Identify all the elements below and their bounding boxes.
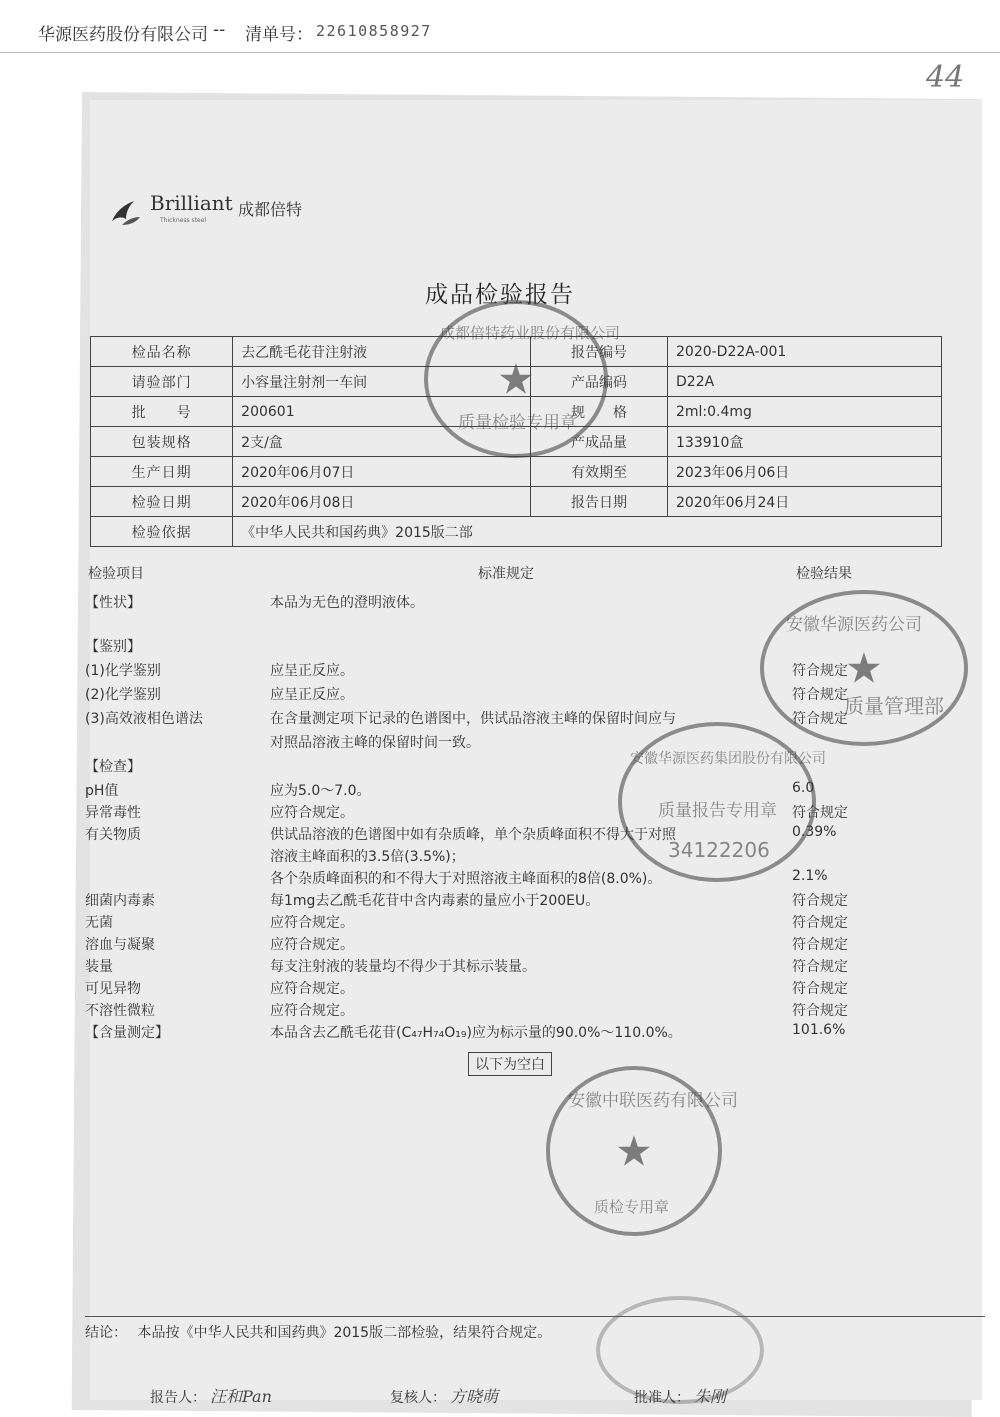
item-standard: 应符合规定。: [270, 937, 354, 953]
info-value: 133910盒: [668, 427, 942, 457]
info-label: 报告编号: [531, 337, 668, 367]
item-name: pH值: [85, 783, 119, 799]
stamp-star-icon: ★: [497, 354, 535, 404]
top-header-bar: [0, 0, 1000, 53]
info-value: 200601: [233, 397, 531, 427]
item-standard: 对照品溶液主峰的保留时间一致。: [270, 735, 480, 751]
stamp-star-icon: ★: [845, 643, 883, 693]
conclusion-text: 本品按《中华人民共和国药典》2015版二部检验，结果符合规定。: [137, 1325, 552, 1341]
conclusion: [85, 1316, 985, 1342]
column-header-standard: 标准规定: [478, 566, 534, 582]
stamp-text: 安徽华源医药公司: [786, 615, 922, 635]
info-value: 2020年06月24日: [668, 487, 942, 517]
list-number-label: 清单号：: [245, 25, 313, 45]
conclusion-label: 结论：: [85, 1325, 127, 1341]
item-result: 符合规定: [792, 687, 848, 703]
logo-brand-text: Brilliant: [150, 191, 233, 215]
item-standard: 应符合规定。: [270, 981, 354, 997]
item-result: 符合规定: [792, 805, 848, 821]
item-result: 101.6%: [792, 1022, 846, 1038]
info-value: 2020-D22A-001: [668, 337, 942, 367]
item-standard: 本品为无色的澄明液体。: [270, 595, 424, 611]
item-name: 溶血与凝聚: [85, 937, 155, 953]
info-value: 2020年06月07日: [233, 457, 531, 487]
item-standard: 应呈正反应。: [270, 687, 354, 703]
item-standard: 每支注射液的装量均不得少于其标示装量。: [270, 959, 536, 975]
info-value: 2ml:0.4mg: [668, 397, 942, 427]
item-name: 可见异物: [85, 981, 141, 997]
logo-tagline: Thickness steel: [160, 217, 207, 224]
item-standard: 应符合规定。: [270, 915, 354, 931]
item-name: 装量: [85, 959, 113, 975]
info-value: 2支/盒: [233, 427, 531, 457]
info-row: [91, 457, 942, 487]
item-result: 符合规定: [792, 937, 848, 953]
item-result: 符合规定: [792, 959, 848, 975]
stamp-subtext: 质量检验专用章: [458, 413, 577, 433]
stamp-subtext: 质量管理部: [844, 694, 944, 718]
approver-signature: 朱刚: [694, 1387, 727, 1406]
list-number: 22610858927: [316, 22, 432, 40]
info-label: 生产日期: [91, 457, 233, 487]
info-label: 规 格: [531, 397, 668, 427]
item-result: 符合规定: [792, 915, 848, 931]
item-name: (3)高效液相色谱法: [85, 711, 203, 727]
report-title: 成品检验报告: [425, 282, 575, 308]
info-value: 2020年06月08日: [233, 487, 531, 517]
header-separator: --: [213, 20, 226, 40]
item-standard: 在含量测定项下记录的色谱图中，供试品溶液主峰的保留时间应与: [270, 711, 676, 727]
item-name: (1)化学鉴别: [85, 663, 161, 679]
reporter-signature: 汪和Pan: [210, 1387, 272, 1406]
reviewer-label: 复核人：: [390, 1390, 446, 1406]
basis-value: 《中华人民共和国药典》2015版二部: [233, 517, 942, 547]
reviewer-signature: 方晓萌: [450, 1387, 499, 1406]
item-standard: 应符合规定。: [270, 1003, 354, 1019]
item-standard: 溶液主峰面积的3.5倍(3.5%)；: [270, 849, 465, 865]
info-label: 报告日期: [531, 487, 668, 517]
reviewer-signature-block: [390, 1384, 498, 1407]
stamp-code: 34122206: [668, 838, 770, 862]
item-name: 【含量测定】: [85, 1025, 169, 1041]
item-name: 有关物质: [85, 827, 141, 843]
logo-brand-cn: 成都倍特: [238, 200, 303, 219]
item-name: 异常毒性: [85, 805, 141, 821]
approver-signature-block: [634, 1384, 726, 1407]
approver-label: 批准人：: [634, 1390, 690, 1406]
item-result: 符合规定: [792, 1003, 848, 1019]
stamp-star-icon: ★: [615, 1126, 653, 1176]
item-name: 【检查】: [85, 759, 141, 775]
info-label: 检品名称: [91, 337, 233, 367]
buyer-quality-dept-stamp: [760, 590, 968, 746]
stamp-text: 安徽华源医药集团股份有限公司: [630, 751, 826, 767]
column-header-result: 检验结果: [796, 566, 852, 582]
reporter-label: 报告人：: [150, 1390, 206, 1406]
item-standard: 应为5.0～7.0。: [270, 783, 371, 799]
info-label: 批 号: [91, 397, 233, 427]
item-standard: 供试品溶液的色谱图中如有杂质峰，单个杂质峰面积不得大于对照: [270, 827, 676, 843]
info-label: 包装规格: [91, 427, 233, 457]
info-label: 有效期至: [531, 457, 668, 487]
item-result: 2.1%: [792, 868, 828, 884]
item-name: 细菌内毒素: [85, 893, 155, 909]
info-label: 产成品量: [531, 427, 668, 457]
end-of-content-mark: 以下为空白: [468, 1052, 552, 1076]
info-label: 检验日期: [91, 487, 233, 517]
item-name: (2)化学鉴别: [85, 687, 161, 703]
info-value: D22A: [668, 367, 942, 397]
reporter-signature-block: [150, 1384, 272, 1407]
brilliant-logo-icon: [108, 195, 144, 229]
info-label: 产品编码: [531, 367, 668, 397]
info-label: 请验部门: [91, 367, 233, 397]
stamp-subtext: 质量报告专用章: [658, 801, 777, 821]
item-standard: 应呈正反应。: [270, 663, 354, 679]
stamp-text: 安徽中联医药有限公司: [568, 1091, 738, 1111]
item-name: 【鉴别】: [85, 639, 141, 655]
info-value: 去乙酰毛花苷注射液: [233, 337, 531, 367]
handwritten-page-number: 44: [926, 60, 965, 95]
distributor-qc-stamp: [546, 1066, 738, 1236]
item-standard: 各个杂质峰面积的和不得大于对照溶液主峰面积的8倍(8.0%)。: [270, 871, 662, 887]
item-standard: 每1mg去乙酰毛花苷中含内毒素的量应小于200EU。: [270, 893, 600, 909]
basis-label: 检验依据: [91, 517, 233, 547]
item-result: 6.0: [792, 780, 815, 796]
manufacturer-qc-stamp: [424, 300, 621, 458]
info-row-basis: [91, 517, 942, 547]
item-standard: 本品含去乙酰毛花苷(C₄₇H₇₄O₁₉)应为标示量的90.0%～110.0%。: [270, 1025, 682, 1041]
item-standard: 应符合规定。: [270, 805, 354, 821]
stamp-text: 成都倍特药业股份有限公司: [440, 324, 621, 342]
item-name: 【性状】: [85, 595, 141, 611]
info-value: 2023年06月06日: [668, 457, 942, 487]
info-value: 小容量注射剂一车间: [233, 367, 531, 397]
item-name: 无菌: [85, 915, 113, 931]
item-result: 符合规定: [792, 711, 848, 727]
item-result: 符合规定: [792, 893, 848, 909]
company-name: 华源医药股份有限公司: [38, 25, 208, 45]
item-result: 符合规定: [792, 663, 848, 679]
info-row: [91, 487, 942, 517]
stamp-subtext: 质检专用章: [594, 1198, 670, 1216]
item-result: 符合规定: [792, 981, 848, 997]
item-name: 不溶性微粒: [85, 1003, 155, 1019]
column-header-item: 检验项目: [88, 566, 144, 582]
item-result: 0.39%: [792, 824, 837, 840]
